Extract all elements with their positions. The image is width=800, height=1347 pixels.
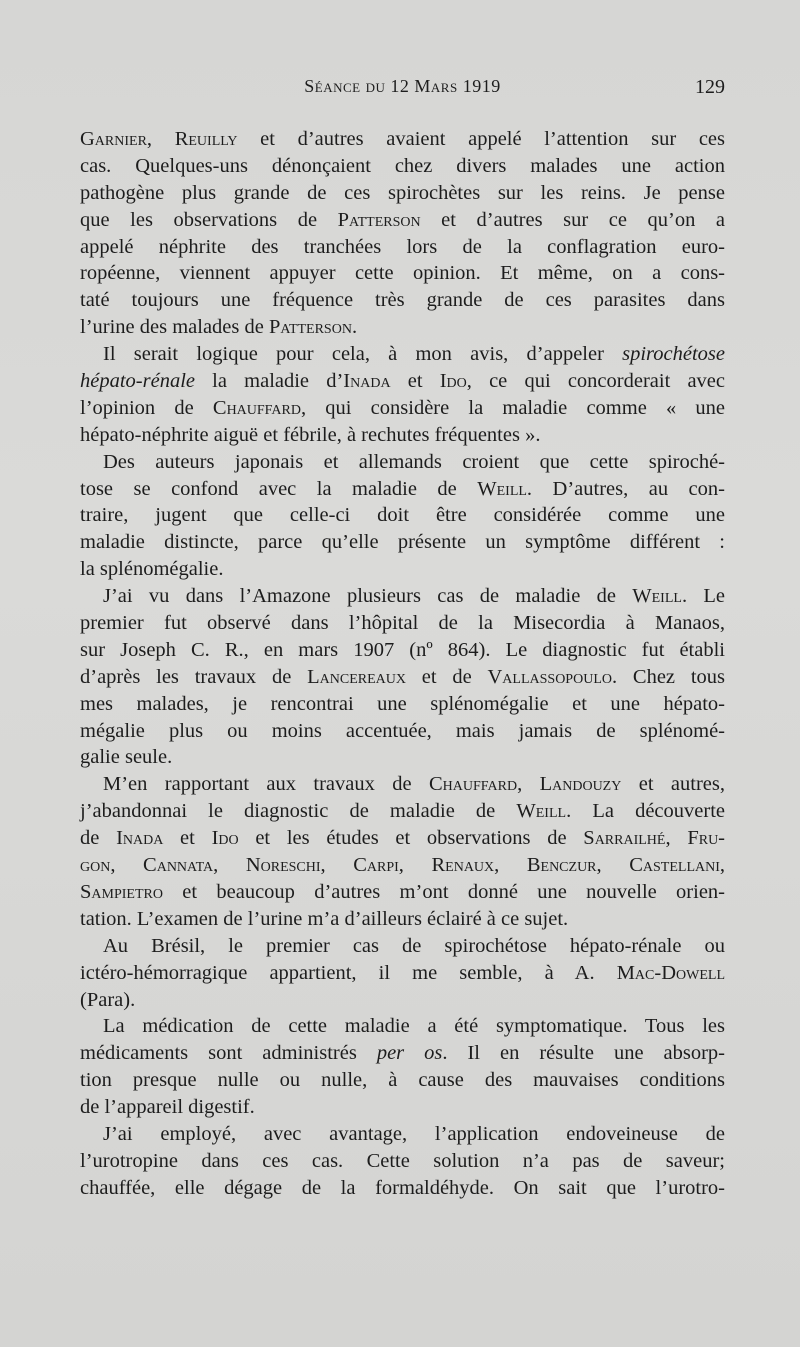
text-line bbox=[80, 556, 725, 583]
author-name: Patterson bbox=[268, 316, 352, 339]
text-segment: . bbox=[351, 316, 358, 339]
text-line bbox=[80, 314, 725, 341]
text-line bbox=[80, 825, 725, 852]
text-segment: Il serait logique pour cela, à mon avis, d’appeler bbox=[103, 343, 623, 366]
text-segment: la maladie d’ bbox=[195, 370, 344, 393]
author-name: Ido bbox=[211, 827, 239, 850]
text-line bbox=[80, 1040, 725, 1067]
text-segment: . La découverte bbox=[566, 800, 725, 823]
text-segment: , bbox=[494, 854, 527, 877]
text-segment: , bbox=[398, 854, 432, 877]
text-segment: maladie distincte, parce qu’elle présente un symptôme différent : bbox=[80, 531, 725, 554]
text-line bbox=[80, 1067, 725, 1094]
text-segment: ictéro-hémorragique appartient, il me semble, à A. bbox=[80, 961, 617, 984]
text-segment: M’en rapportant aux travaux de bbox=[103, 773, 429, 796]
text-segment: , qui considère la maladie comme « une bbox=[301, 396, 726, 419]
text-segment: et bbox=[390, 370, 440, 393]
author-name: Weill bbox=[516, 800, 567, 823]
text-line bbox=[80, 1013, 725, 1040]
text-segment: taté toujours une fréquence très grande de ces parasites dans bbox=[80, 289, 725, 312]
text-segment: j’abandonnai le diagnostic de maladie de bbox=[80, 800, 517, 823]
text-line bbox=[80, 906, 725, 933]
text-segment: . D’autres, au con- bbox=[526, 477, 725, 500]
text-segment: cas. Quelques-uns dénonçaient chez divers malades une action bbox=[80, 154, 725, 177]
text-segment: . Chez tous bbox=[611, 665, 725, 688]
author-name: Weill bbox=[632, 585, 682, 608]
text-segment: tose se confond avec la maladie de bbox=[80, 477, 478, 500]
text-segment: , bbox=[517, 773, 540, 796]
text-segment: l’urotropine dans ces cas. Cette solution n’a pas de saveur; bbox=[80, 1149, 725, 1172]
author-name: Castellani bbox=[629, 854, 720, 877]
text-line bbox=[80, 502, 725, 529]
text-segment: de bbox=[80, 827, 117, 850]
text-line bbox=[80, 449, 725, 476]
text-line bbox=[80, 852, 725, 879]
text-segment: ropéenne, viennent appuyer cette opinion. Et même, on a cons- bbox=[80, 262, 725, 285]
text-segment: et beaucoup d’autres m’ont donné une nouvelle orien- bbox=[162, 880, 725, 903]
text-line bbox=[80, 1148, 725, 1175]
author-name: Mac-Dowell bbox=[616, 961, 725, 984]
text-line bbox=[80, 987, 725, 1014]
text-segment: , bbox=[146, 128, 175, 150]
text-line bbox=[80, 476, 725, 503]
author-name: Patterson bbox=[337, 208, 421, 231]
text-segment: (Para). bbox=[80, 988, 136, 1011]
text-line bbox=[80, 126, 725, 153]
text-line bbox=[80, 691, 725, 718]
author-name: gon bbox=[80, 854, 111, 877]
text-segment: mégalie plus ou moins accentuée, mais jamais de splénomé- bbox=[80, 719, 725, 742]
text-line bbox=[80, 798, 725, 825]
text-segment: , bbox=[719, 854, 726, 877]
author-name: Cannata bbox=[143, 854, 214, 877]
text-segment: de l’appareil digestif. bbox=[80, 1096, 255, 1119]
text-line bbox=[80, 1175, 725, 1202]
text-segment: d’après les travaux de bbox=[80, 665, 308, 688]
text-segment: sur Joseph C. R., en mars 1907 (nº 864). Le diagnostic fut établi bbox=[80, 638, 725, 661]
text-line bbox=[80, 1121, 725, 1148]
author-name: Sarrailhé bbox=[583, 827, 666, 850]
text-line bbox=[80, 718, 725, 745]
page-number: 129 bbox=[695, 76, 725, 98]
text-segment: et les études et observations de bbox=[238, 827, 584, 850]
text-segment: chauffée, elle dégage de la formaldéhyde. On sait que l’urotro- bbox=[80, 1176, 725, 1199]
text-segment: et d’autres sur ce qu’on a bbox=[420, 208, 726, 231]
author-name: Noreschi bbox=[245, 854, 321, 877]
text-line bbox=[80, 207, 725, 234]
text-segment: médicaments sont administrés bbox=[80, 1042, 377, 1065]
text-segment: premier fut observé dans l’hôpital de la Misecordia à Manaos, bbox=[80, 612, 725, 635]
text-segment: tation. L’examen de l’urine m’a d’ailleurs éclairé à ce sujet. bbox=[80, 907, 569, 930]
text-segment: pathogène plus grande de ces spirochètes sur les reins. Je pense bbox=[80, 181, 725, 204]
author-name: Weill bbox=[477, 477, 527, 500]
text-segment: . Il en résulte une absorp- bbox=[442, 1042, 726, 1065]
text-line bbox=[80, 960, 725, 987]
author-name: Reuilly bbox=[174, 128, 238, 150]
text-segment: que les observations de bbox=[80, 208, 338, 231]
italic-text: spirochétose bbox=[622, 343, 725, 366]
text-segment: et autres, bbox=[621, 773, 725, 796]
body-text bbox=[80, 126, 725, 1202]
author-name: Benczur bbox=[526, 854, 597, 877]
text-segment: mes malades, je rencontrai une splénomégalie et une hépato- bbox=[80, 692, 725, 715]
running-head: Séance du 12 Mars 1919 bbox=[304, 76, 501, 96]
text-segment: , bbox=[320, 854, 354, 877]
italic-text: hépato-rénale bbox=[80, 370, 195, 393]
text-line bbox=[80, 260, 725, 287]
text-segment: , ce qui concorderait avec bbox=[466, 370, 725, 393]
author-name: Lancereaux bbox=[307, 665, 406, 688]
text-line bbox=[80, 637, 725, 664]
text-line bbox=[80, 368, 725, 395]
text-segment: J’ai employé, avec avantage, l’application endoveineuse de bbox=[103, 1122, 725, 1145]
text-line bbox=[80, 529, 725, 556]
text-line bbox=[80, 180, 725, 207]
text-line bbox=[80, 744, 725, 771]
text-segment: , bbox=[596, 854, 630, 877]
text-line bbox=[80, 771, 725, 798]
text-line bbox=[80, 879, 725, 906]
author-name: Sampietro bbox=[80, 880, 163, 903]
text-segment: l’opinion de bbox=[80, 396, 213, 419]
author-name: Landouzy bbox=[539, 773, 622, 796]
italic-text: per os bbox=[376, 1042, 443, 1065]
text-segment: hépato-néphrite aiguë et fébrile, à rechutes fréquentes ». bbox=[80, 423, 541, 446]
page-header bbox=[80, 76, 725, 104]
text-line bbox=[80, 664, 725, 691]
text-segment: Des auteurs japonais et allemands croient que cette spiroché- bbox=[103, 450, 725, 473]
text-segment: et de bbox=[405, 665, 488, 688]
text-line bbox=[80, 153, 725, 180]
text-segment: , bbox=[665, 827, 688, 850]
text-segment: et bbox=[163, 827, 212, 850]
author-name: Renaux bbox=[431, 854, 495, 877]
text-line bbox=[80, 1094, 725, 1121]
text-segment: tion presque nulle ou nulle, à cause des mauvaises conditions bbox=[80, 1069, 725, 1092]
author-name: Ido bbox=[439, 370, 467, 393]
text-line bbox=[80, 234, 725, 261]
text-segment: galie seule. bbox=[80, 746, 173, 769]
text-line bbox=[80, 341, 725, 368]
text-line bbox=[80, 395, 725, 422]
text-segment: La médication de cette maladie a été symptomatique. Tous les bbox=[103, 1015, 725, 1038]
text-line bbox=[80, 422, 725, 449]
text-line bbox=[80, 933, 725, 960]
text-segment: traire, jugent que celle-ci doit être considérée comme une bbox=[80, 504, 725, 527]
text-line bbox=[80, 610, 725, 637]
author-name: Chauffard bbox=[428, 773, 518, 796]
author-name: Inada bbox=[116, 827, 164, 850]
text-segment: la splénomégalie. bbox=[80, 558, 224, 581]
text-segment: appelé néphrite des tranchées lors de la conflagration euro- bbox=[80, 235, 725, 258]
author-name: Vallassopoulo bbox=[487, 665, 612, 688]
text-segment: l’urine des malades de bbox=[80, 316, 269, 339]
text-segment: , bbox=[213, 854, 246, 877]
author-name: Chauffard bbox=[212, 396, 301, 419]
author-name: Garnier bbox=[80, 128, 147, 150]
text-segment: et d’autres avaient appelé l’attention sur ces bbox=[237, 128, 726, 150]
text-segment: . Le bbox=[681, 585, 725, 608]
text-segment: , bbox=[110, 854, 144, 877]
text-line bbox=[80, 583, 725, 610]
author-name: Fru- bbox=[687, 827, 726, 850]
text-line bbox=[80, 287, 725, 314]
author-name: Carpi bbox=[353, 854, 399, 877]
author-name: Inada bbox=[343, 370, 391, 393]
text-segment: Au Brésil, le premier cas de spirochétose hépato-rénale ou bbox=[103, 934, 725, 957]
text-segment: J’ai vu dans l’Amazone plusieurs cas de maladie de bbox=[103, 585, 633, 608]
